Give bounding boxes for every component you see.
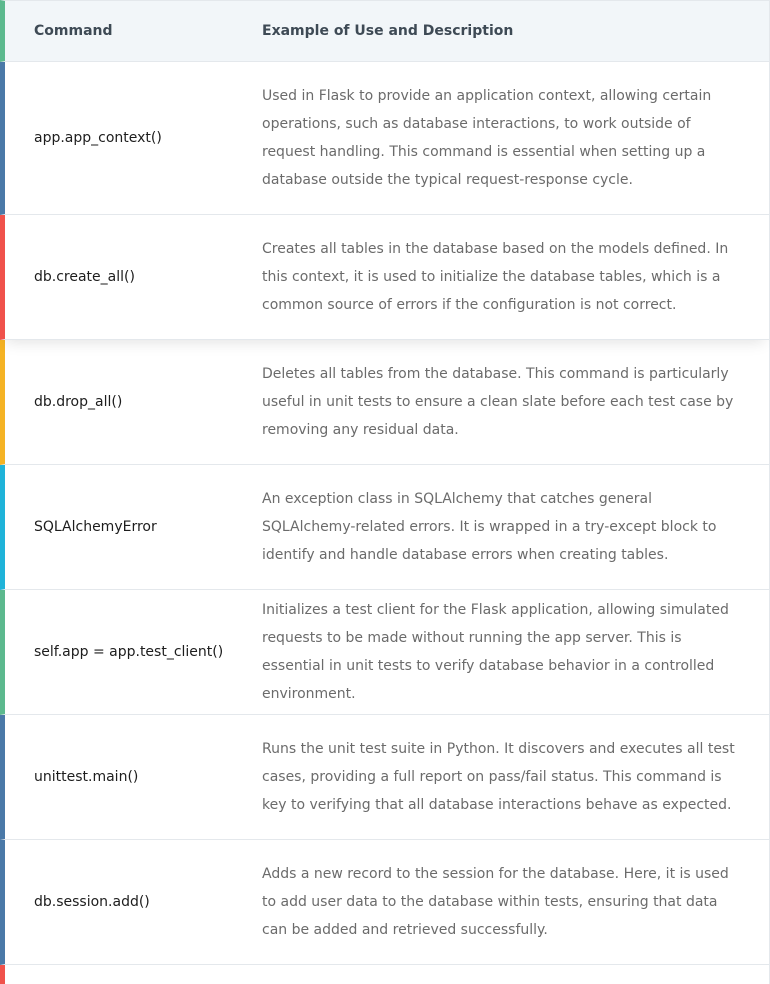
command-cell: self.app = app.test_client() [34, 644, 224, 660]
table-row [0, 215, 770, 340]
table-header-row [0, 0, 770, 62]
command-cell: SQLAlchemyError [34, 519, 157, 535]
command-cell: unittest.main() [34, 769, 139, 785]
table-row [0, 840, 770, 965]
command-cell: db.session.add() [34, 894, 150, 910]
table-row [0, 62, 770, 215]
command-cell: db.drop_all() [34, 394, 123, 410]
command-cell: app.app_context() [34, 130, 162, 146]
table-row [0, 465, 770, 590]
description-cell: Adds a new record to the session for the database. Here, it is used to add user data to the database within tests, ensuring that data can be added and retrieved successfully. [262, 866, 729, 938]
table-row [0, 340, 770, 465]
description-cell: Deletes all tables from the database. This command is particularly useful in unit tests to ensure a clean slate before each test case by removing any residual data. [262, 366, 734, 438]
description-cell: An exception class in SQLAlchemy that catches general SQLAlchemy-related errors. It is wrapped in a try-except block to identify and handle database errors when creating tables. [262, 491, 717, 563]
description-cell: Used in Flask to provide an application context, allowing certain operations, such as database interactions, to work outside of request handling. This command is essential when setting up a database outside the typical request-response cycle. [262, 88, 712, 188]
header-command: Command [34, 23, 113, 39]
description-cell [262, 965, 769, 984]
header-description: Example of Use and Description [262, 23, 514, 39]
table-row [0, 715, 770, 840]
description-cell: Initializes a test client for the Flask application, allowing simulated requests to be made without running the app server. This is essential in unit tests to verify database behavior in a controlled environment. [262, 602, 729, 702]
table-row [0, 590, 770, 715]
table-row [0, 965, 770, 984]
description-cell: Runs the unit test suite in Python. It discovers and executes all test cases, providing a full report on pass/fail status. This command is key to verifying that all database interactions behave as expected. [262, 741, 735, 813]
description-cell: Creates all tables in the database based on the models defined. In this context, it is used to initialize the database tables, which is a common source of errors if the configuration is not correct. [262, 241, 729, 313]
command-cell: db.create_all() [34, 269, 135, 285]
